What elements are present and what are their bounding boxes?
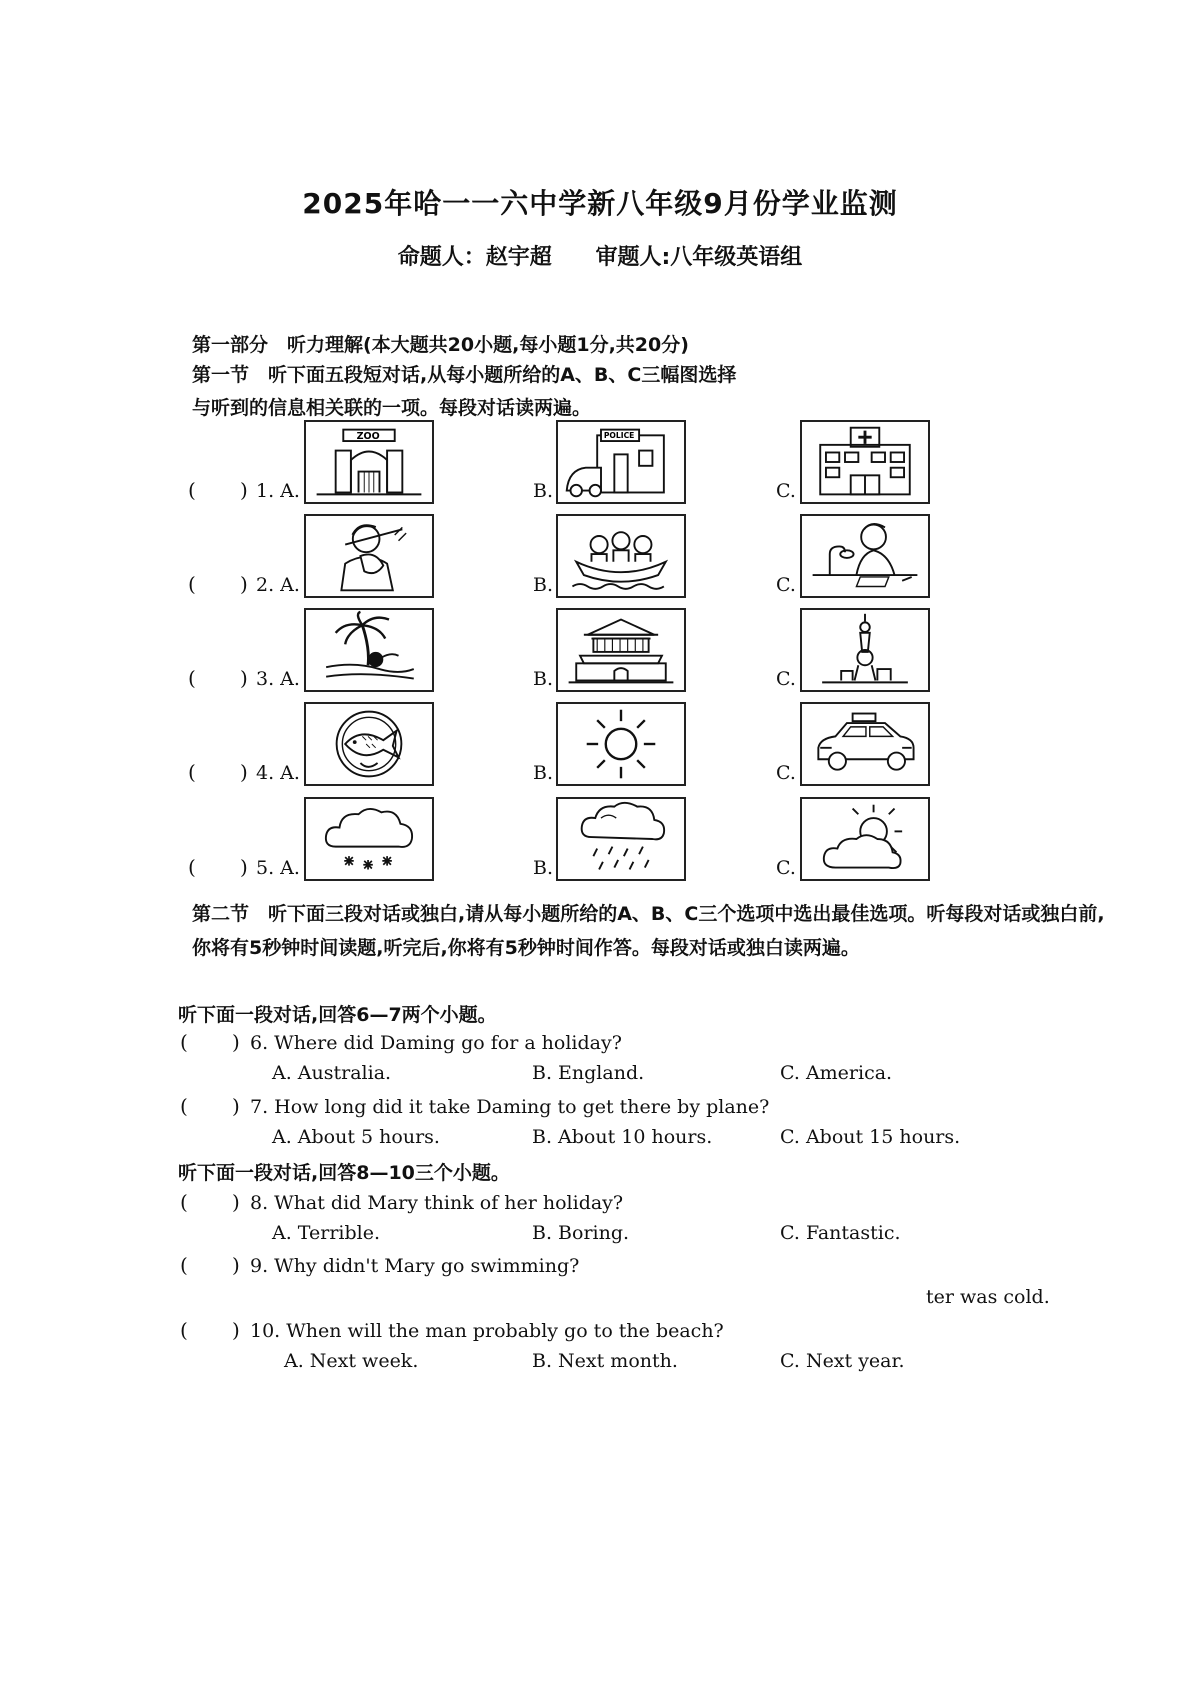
option-c-label: C. (776, 762, 796, 784)
question-number-label: 5. A. (256, 857, 300, 879)
option-a: A. Terrible. (272, 1222, 381, 1244)
part1-heading: 第一部分 听力理解(本大题共20小题,每小题1分,共20分) (192, 334, 689, 356)
option-c: C. America. (780, 1062, 893, 1084)
answer-blank-close: ) (240, 855, 248, 879)
answer-blank-open[interactable]: ( (180, 1253, 188, 1277)
option-c: C. About 15 hours. (780, 1126, 961, 1148)
answer-blank-open[interactable]: ( (180, 1318, 188, 1342)
option-b: B. England. (532, 1062, 645, 1084)
sun-cloud-icon[interactable] (800, 797, 930, 881)
answer-blank-close: ) (240, 760, 248, 784)
author-label: 命题人：赵宇超 (397, 245, 552, 270)
question-number-label: 4. A. (256, 762, 300, 784)
answer-blank-close: ) (240, 572, 248, 596)
violin-player-icon[interactable] (304, 514, 434, 598)
answer-blank-open[interactable]: ( (188, 478, 196, 502)
option-b-label: B. (533, 480, 554, 502)
group2-instruction: 听下面一段对话,回答8—10三个小题。 (178, 1162, 510, 1184)
answer-blank-close: ) (232, 1318, 240, 1342)
svg-text:ZOO: ZOO (356, 431, 380, 443)
option-b: B. Boring. (532, 1222, 630, 1244)
option-b: B. About 10 hours. (532, 1126, 713, 1148)
answer-blank-close: ) (240, 666, 248, 690)
section1-instruction-line1: 第一节 听下面五段短对话,从每小题所给的A、B、C三幅图选择 (192, 364, 737, 386)
question-text: 10. When will the man probably go to the beach? (250, 1320, 724, 1342)
boating-icon[interactable] (556, 514, 686, 598)
option-b-label: B. (533, 762, 554, 784)
hospital-icon[interactable] (800, 420, 930, 504)
reviewer-label: 审题人:八年级英语组 (595, 245, 803, 270)
section1-instruction-line2: 与听到的信息相关联的一项。每段对话读两遍。 (192, 397, 592, 419)
question-text: 9. Why didn't Mary go swimming? (250, 1255, 580, 1277)
question-number-label: 2. A. (256, 574, 300, 596)
sun-icon[interactable] (556, 702, 686, 786)
answer-blank-open[interactable]: ( (180, 1094, 188, 1118)
option-c: C. Fantastic. (780, 1222, 901, 1244)
option-b: B. Next month. (532, 1350, 678, 1372)
snow-cloud-icon[interactable] (304, 797, 434, 881)
option-b-label: B. (533, 668, 554, 690)
option-a: A. About 5 hours. (272, 1126, 440, 1148)
fish-plate-icon[interactable] (304, 702, 434, 786)
answer-blank-open[interactable]: ( (180, 1030, 188, 1054)
exam-title: 2025年哈一一六中学新八年级9月份学业监测 (302, 187, 898, 220)
question-text: 8. What did Mary think of her holiday? (250, 1192, 624, 1214)
answer-blank-open[interactable]: ( (188, 855, 196, 879)
option-a: A. Australia. (272, 1062, 392, 1084)
answer-blank-close: ) (240, 478, 248, 502)
option-c-label: C. (776, 668, 796, 690)
question-text: 6. Where did Daming go for a holiday? (250, 1032, 622, 1054)
answer-blank-close: ) (232, 1030, 240, 1054)
rain-cloud-icon[interactable] (556, 797, 686, 881)
group1-instruction: 听下面一段对话,回答6—7两个小题。 (178, 1004, 497, 1026)
svg-text:POLICE: POLICE (603, 431, 635, 441)
beach-palm-icon[interactable] (304, 608, 434, 692)
option-c-label: C. (776, 574, 796, 596)
question-text: 7. How long did it take Daming to get there by plane? (250, 1096, 770, 1118)
question-number-label: 1. A. (256, 480, 300, 502)
tower-icon[interactable] (800, 608, 930, 692)
police-station-icon[interactable] (556, 420, 686, 504)
answer-blank-close: ) (232, 1094, 240, 1118)
option-c-label: C. (776, 857, 796, 879)
option-fragment: ter was cold. (926, 1286, 1050, 1308)
zoo-icon[interactable] (304, 420, 434, 504)
answer-blank-close: ) (232, 1253, 240, 1277)
option-b-label: B. (533, 574, 554, 596)
tiananmen-icon[interactable] (556, 608, 686, 692)
option-a: A. Next week. (284, 1350, 419, 1372)
option-c: C. Next year. (780, 1350, 905, 1372)
option-c-label: C. (776, 480, 796, 502)
option-b-label: B. (533, 857, 554, 879)
answer-blank-close: ) (232, 1190, 240, 1214)
exam-authors (0, 240, 1200, 271)
section2-instruction: 第二节 听下面三段对话或独白,请从每小题所给的A、B、C三个选项中选出最佳选项。听每段对话或独白前,你将有5秒钟时间读题,听完后,你将有5秒钟时间作答。每段对话或独白读两遍。 (192, 903, 1105, 959)
answer-blank-open[interactable]: ( (180, 1190, 188, 1214)
answer-blank-open[interactable]: ( (188, 572, 196, 596)
question-number-label: 3. A. (256, 668, 300, 690)
answer-blank-open[interactable]: ( (188, 666, 196, 690)
taxi-icon[interactable] (800, 702, 930, 786)
answer-blank-open[interactable]: ( (188, 760, 196, 784)
studying-boy-icon[interactable] (800, 514, 930, 598)
